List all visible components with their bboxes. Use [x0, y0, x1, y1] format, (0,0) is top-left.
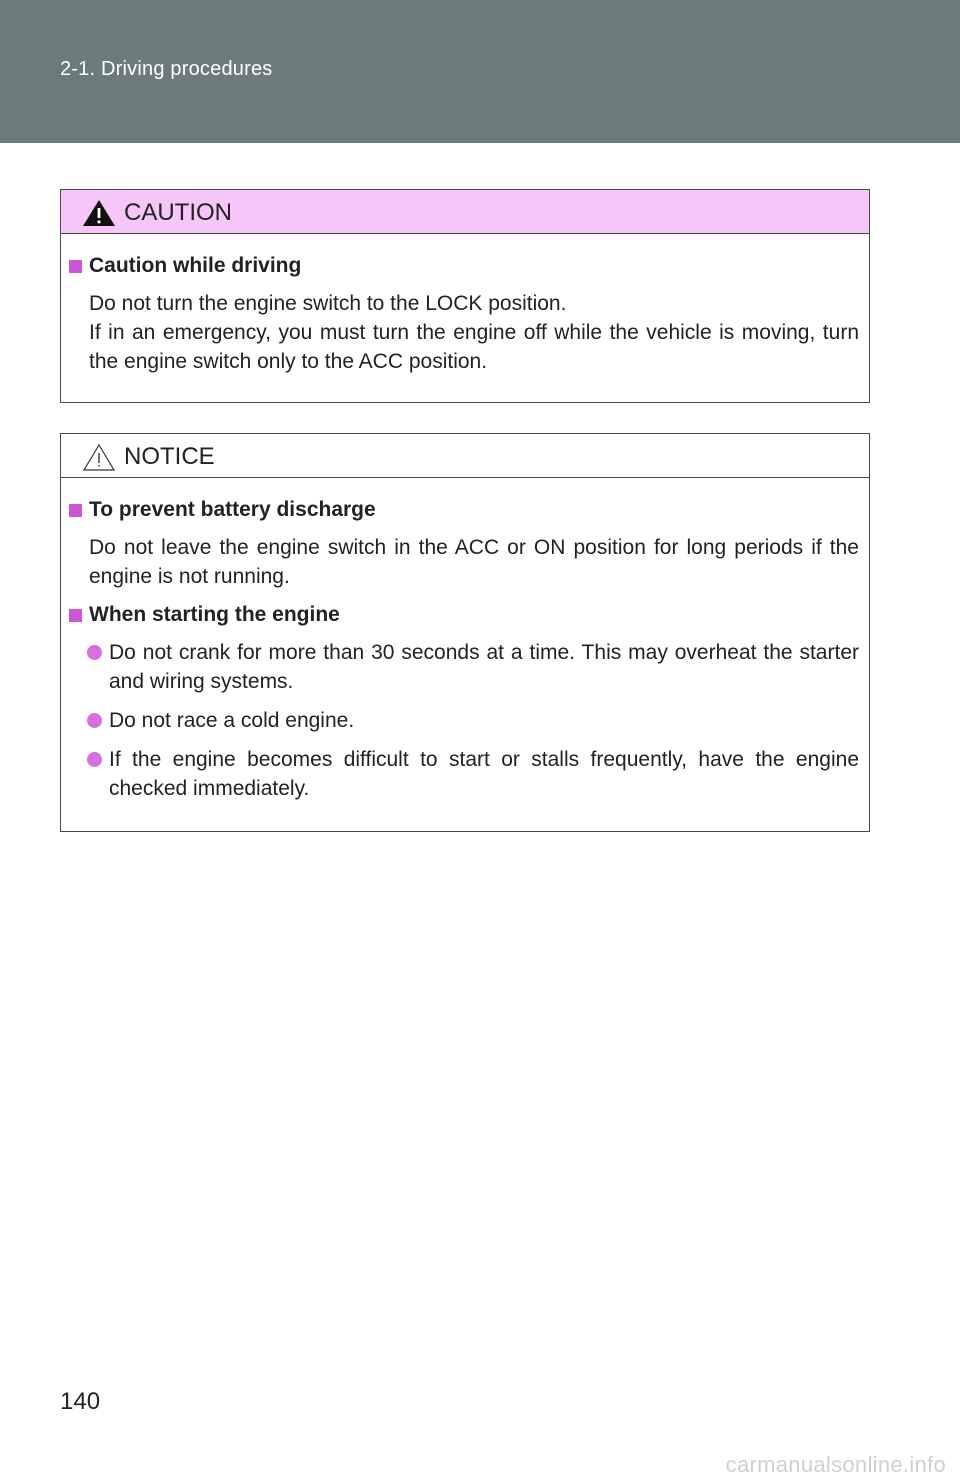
notice-battery-text: Do not leave the engine switch in the ACC or ON position for long periods if the engine is not running.: [89, 536, 859, 588]
bullet-text: If the engine becomes difficult to start or stalls frequently, have the engine checked immediately.: [109, 748, 859, 800]
circle-bullet-icon: [87, 752, 102, 767]
notice-heading-starting-text: When starting the engine: [89, 603, 340, 626]
list-item: [89, 706, 859, 735]
square-bullet-icon: [69, 609, 82, 622]
list-item: [89, 638, 859, 696]
caution-outline-triangle-icon: [81, 442, 117, 472]
caution-heading: [89, 252, 859, 280]
circle-bullet-icon: [87, 645, 102, 660]
notice-box: [60, 433, 870, 832]
notice-heading-battery: [89, 496, 859, 524]
notice-heading-starting: [89, 601, 859, 629]
page-number: 140: [60, 1388, 101, 1415]
caution-line-2: If in an emergency, you must turn the engine off while the vehicle is moving, turn the engine switch only to the ACC position.: [89, 321, 859, 373]
bullet-text: Do not crank for more than 30 seconds at a time. This may overheat the starter and wiring systems.: [109, 641, 859, 693]
page-header-bar: [0, 0, 960, 143]
list-item: [89, 745, 859, 803]
square-bullet-icon: [69, 260, 82, 273]
caution-text: [89, 289, 859, 376]
caution-label: CAUTION: [124, 199, 232, 226]
caution-heading-text: Caution while driving: [89, 254, 302, 277]
notice-header: [61, 434, 869, 478]
warning-triangle-icon: [81, 198, 117, 228]
caution-body: [61, 234, 869, 376]
caution-line-1: Do not turn the engine switch to the LOCK position.: [89, 292, 567, 315]
square-bullet-icon: [69, 504, 82, 517]
caution-box: [60, 189, 870, 403]
bullet-text: Do not race a cold engine.: [109, 709, 355, 732]
watermark: carmanualsonline.info: [725, 1452, 946, 1477]
caution-header: [61, 190, 869, 234]
notice-label: NOTICE: [124, 443, 215, 470]
section-title: 2-1. Driving procedures: [60, 58, 273, 80]
notice-body: [61, 478, 869, 803]
circle-bullet-icon: [87, 713, 102, 728]
notice-heading-battery-text: To prevent battery discharge: [89, 498, 376, 521]
